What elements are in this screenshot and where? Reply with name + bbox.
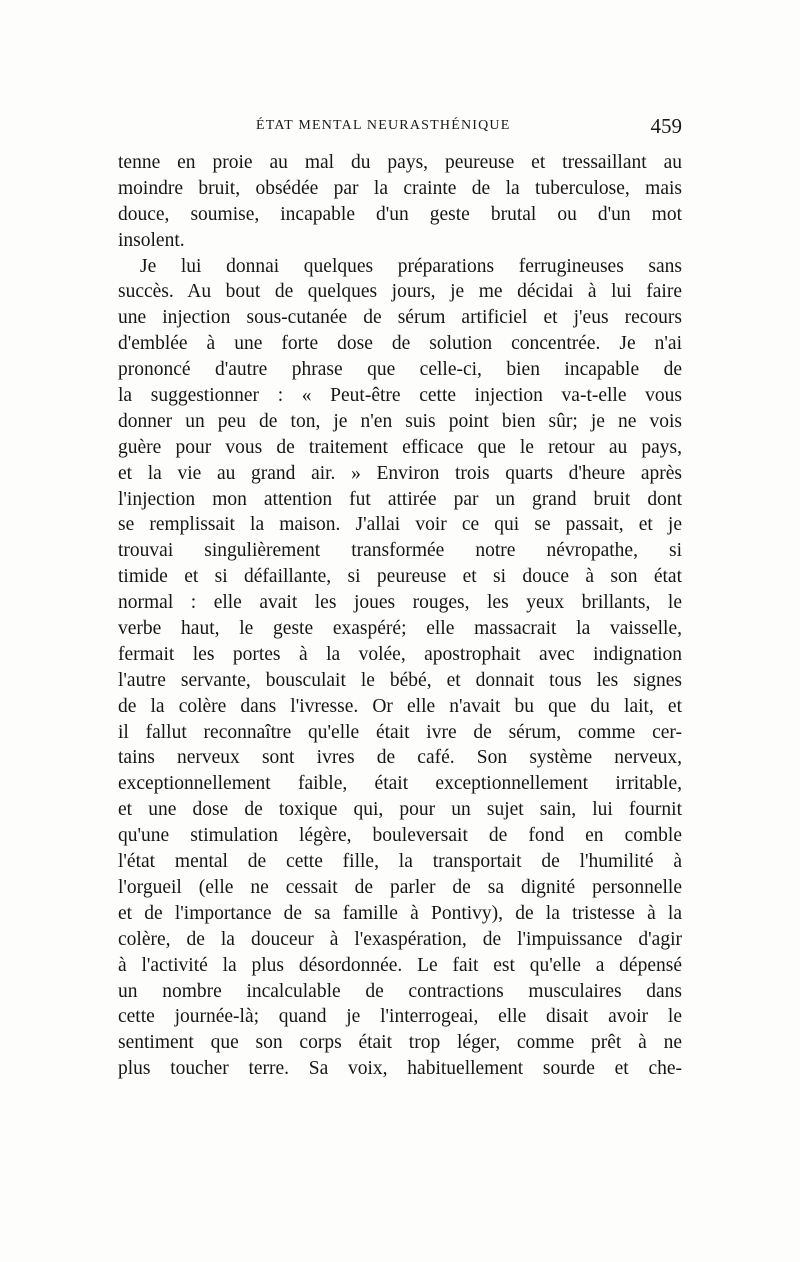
text-line: timide et si défaillante, si peureuse et si douce à son état [118, 566, 682, 588]
text-line: un nombre incalculable de contractions musculaires dans [118, 980, 682, 1002]
page-header [118, 114, 682, 144]
text-line: d'emblée à une forte dose de solution concentrée. Je n'ai [118, 333, 682, 355]
running-title: ÉTAT MENTAL NEURASTHÉNIQUE [256, 118, 511, 133]
text-line: et la vie au grand air. » Environ trois quarts d'heure après [118, 462, 682, 484]
text-line: l'état mental de cette fille, la transportait de l'humilité à [118, 851, 682, 873]
page-number: 459 [650, 114, 682, 138]
text-line: l'autre servante, bousculait le bébé, et donnait tous les signes [118, 669, 682, 691]
text-line: verbe haut, le geste exaspéré; elle massacrait la vaisselle, [118, 618, 682, 640]
text-line: et une dose de toxique qui, pour un sujet sain, lui fournit [118, 799, 682, 821]
text-line: fermait les portes à la volée, apostrophait avec indignation [118, 643, 682, 665]
text-line: moindre bruit, obsédée par la crainte de la tuberculose, mais [118, 177, 682, 199]
text-line: colère, de la douceur à l'exaspération, de l'impuissance d'agir [118, 928, 682, 950]
text-line: insolent. [118, 229, 185, 251]
text-line: la suggestionner : « Peut-être cette injection va-t-elle vous [118, 385, 682, 407]
text-line: tenne en proie au mal du pays, peureuse et tressaillant au [118, 152, 682, 173]
text-line: douce, soumise, incapable d'un geste brutal ou d'un mot [118, 203, 682, 225]
text-line: et de l'importance de sa famille à Pontivy), de la tristesse à la [118, 902, 682, 924]
text-line: trouvai singulièrement transformée notre névropathe, si [118, 540, 682, 562]
text-line: l'orgueil (elle ne cessait de parler de sa dignité personnelle [118, 876, 682, 898]
text-line: de la colère dans l'ivresse. Or elle n'avait bu que du lait, et [118, 695, 682, 717]
text-line: qu'une stimulation légère, bouleversait de fond en comble [118, 825, 682, 847]
text-line: exceptionnellement faible, était exceptionnellement irritable, [118, 773, 682, 795]
text-line: se remplissait la maison. J'allai voir ce qui se passait, et je [118, 514, 682, 536]
text-line: cette journée-là; quand je l'interrogeai, elle disait avoir le [118, 1006, 682, 1028]
text-line: à l'activité la plus désordonnée. Le fait est qu'elle a dépensé [118, 954, 682, 976]
text-line: l'injection mon attention fut attirée par un grand bruit dont [118, 488, 682, 510]
text-line: guère pour vous de traitement efficace que le retour au pays, [118, 436, 682, 458]
text-line: donner un peu de ton, je n'en suis point bien sûr; je ne vois [118, 410, 682, 432]
text-line: tains nerveux sont ivres de café. Son système nerveux, [118, 747, 682, 769]
body-text [118, 150, 682, 1082]
text-line: sentiment que son corps était trop léger, comme prêt à ne [118, 1032, 682, 1054]
text-line: plus toucher terre. Sa voix, habituellement sourde et che- [118, 1058, 682, 1080]
text-line: il fallut reconnaître qu'elle était ivre de sérum, comme cer- [118, 721, 682, 743]
text-line: prononcé d'autre phrase que celle-ci, bien incapable de [118, 359, 682, 381]
text-line: Je lui donnai quelques préparations ferrugineuses sans [140, 255, 682, 277]
text-line: une injection sous-cutanée de sérum artificiel et j'eus recours [118, 307, 682, 329]
text-line: succès. Au bout de quelques jours, je me décidai à lui faire [118, 281, 682, 303]
text-line: normal : elle avait les joues rouges, les yeux brillants, le [118, 592, 682, 614]
